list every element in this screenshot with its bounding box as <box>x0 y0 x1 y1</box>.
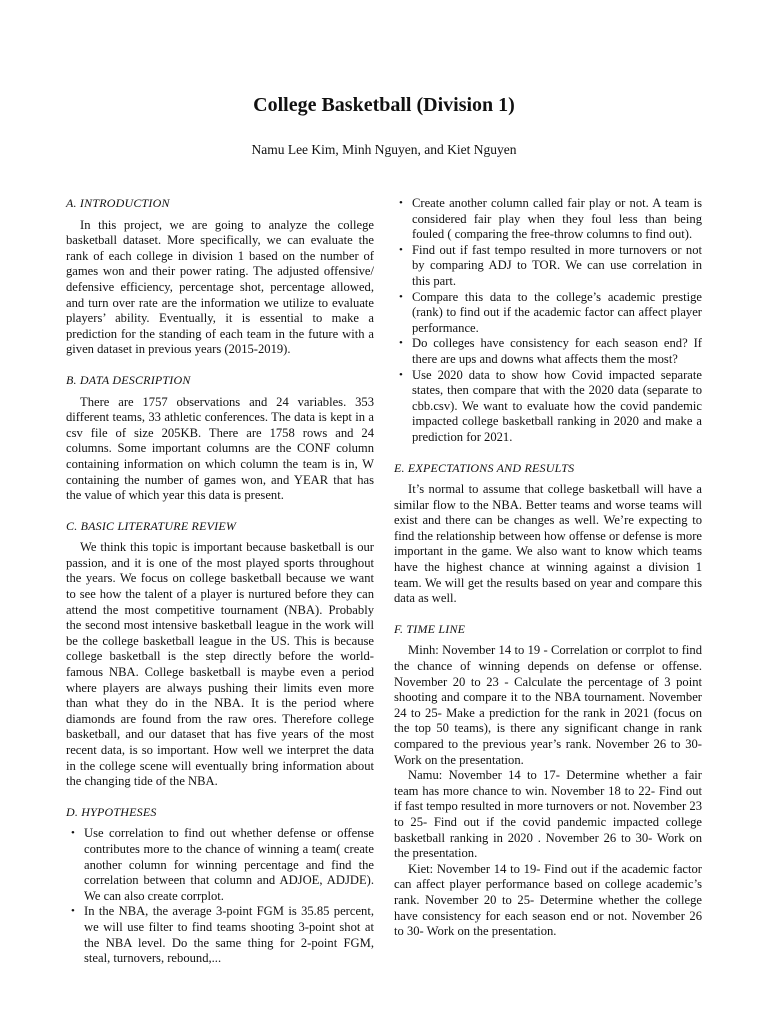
literature-review-paragraph: We think this topic is important because basketball is our passion, and it is one of the most played sports throughout the years. We focus on college basketball because we want to see how the talent of a player is nurtured before they can attend the most competitive tournament (NBA). Probably the second most intensive basketball league in the work will be the college basketball league in the US. This is because college basketball is the step directly before the world-famous NBA. College basketball is maybe even a period where players are always pushing their limits even more than what they do in the NBA. It is the period where diamonds are found from the raw ores. Therefore college basketball, and our dataset that has five years of the most recent data, is so important. How well we interpret the data in the college scene will eventually bring information about the changing tide of the NBA. <box>66 540 374 789</box>
hypothesis-text: Use 2020 data to show how Covid impacted separate states, then compare that with the 2020 data (separate to cbb.csv). We want to evaluate how the covid pandemic impacted college basketball ranking in 2020 and make a prediction for 2021. <box>412 367 702 444</box>
hypothesis-text: Create another column called fair play or not. A team is considered fair play when they foul less than being fouled ( comparing the free-throw columns to find out). <box>412 196 702 242</box>
hypothesis-item <box>394 368 702 446</box>
hypotheses-list <box>66 826 374 966</box>
timeline-paragraph-minh: Minh: November 14 to 19 - Correlation or corrplot to find the chance of winning depends on defense or offense. November 20 to 23 - Calculate the percentage of 3 point shooting and compare it to the NBA tournament. November 24 to 25- Make a prediction for the rank in 2021 (focus on the top 50 teams), is there any significant change in rank compared to the previous year’s rank. November 26 to 30- Work on the presentation. <box>394 643 702 767</box>
section-introduction <box>66 196 374 358</box>
timeline-paragraph-kiet: Kiet: November 14 to 19- Find out if the academic factor can affect player performance based on college academic’s rank. November 20 to 25- Determine whether the college have consistency for each season end or not. November 26 to 30- Work on the presentation. <box>394 861 702 939</box>
section-heading-expectations: E. EXPECTATIONS AND RESULTS <box>394 460 575 475</box>
bullet-icon: • <box>71 827 75 840</box>
bullet-icon: • <box>399 290 403 303</box>
section-timeline <box>394 622 702 940</box>
expectations-paragraph: It’s normal to assume that college basketball will have a similar flow to the NBA. Better teams and worse teams will exist and there can be changes as well. We’re expecting to find the relationship between how offense or defense is more important in the game. We also want to know which teams have the highest chance at winning against a division 1 team. We will get the results based on year and compare this data as well. <box>394 482 702 606</box>
hypothesis-item <box>394 290 702 337</box>
hypothesis-text: Find out if fast tempo resulted in more turnovers or not by comparing ADJ to TOR. We can use correlation in this part. <box>412 242 702 288</box>
paper-title: College Basketball (Division 1) <box>253 94 515 116</box>
bullet-icon: • <box>399 368 403 381</box>
section-heading-literature-review: C. BASIC LITERATURE REVIEW <box>66 518 237 533</box>
hypothesis-item <box>66 904 374 966</box>
section-hypotheses-continued <box>394 196 702 446</box>
section-heading-introduction: A. INTRODUCTION <box>66 196 170 210</box>
section-data-description <box>66 373 374 504</box>
section-heading-hypotheses: D. HYPOTHESES <box>66 804 157 819</box>
hypothesis-text: Do colleges have consistency for each season end? If there are ups and downs what affects them the most? <box>412 336 702 366</box>
hypothesis-item <box>394 243 702 290</box>
data-description-paragraph: There are 1757 observations and 24 variables. 353 different teams, 33 athletic conferences. The data is kept in a csv file of size 205KB. There are 1758 rows and 24 columns. Some important columns are the CONF column containing information on which column the team is in, W containing the number of games won, and YEAR that has the value of which year this data is present. <box>66 394 374 503</box>
bullet-icon: • <box>399 337 403 350</box>
left-column <box>66 196 374 982</box>
bullet-icon: • <box>399 197 403 209</box>
introduction-paragraph: In this project, we are going to analyze the college basketball dataset. More specifically, we can evaluate the rank of each college in division 1 based on the number of games won and their power rating. The adjusted offensive/ defensive efficiency, percentage shot, percentage allowed, and turn over rate are the information we utilize to evaluate players’ ability. Eventually, it is essential to make a prediction for the standing of each team in the future with a given dataset in previous years (2015-2019). <box>66 217 374 357</box>
section-expectations <box>394 461 702 607</box>
hypothesis-item <box>66 826 374 904</box>
section-heading-timeline: F. TIME LINE <box>394 621 466 636</box>
hypothesis-item <box>394 336 702 367</box>
section-literature-review <box>66 519 374 790</box>
hypothesis-text: In the NBA, the average 3-point FGM is 35.85 percent, we will use filter to find teams shooting 3-point shot at the NBA level. Do the same thing for 2-point FGM, steal, turnovers, rebound,... <box>84 904 374 966</box>
bullet-icon: • <box>399 243 403 256</box>
timeline-paragraph-namu: Namu: November 14 to 17- Determine whether a fair team has more chance to win. November 18 to 22- Find out if fast tempo resulted in more turnovers or not. November 23 to 25- Find out if the covid pandemic impacted college basketball ranking in 2020 . November 26 to 30- Work on the presentation. <box>394 768 702 861</box>
author-list: Namu Lee Kim, Minh Nguyen, and Kiet Nguyen <box>251 142 517 157</box>
hypothesis-text: Use correlation to find out whether defense or offense contributes more to the chance of winning a team( create another column for winning percentage and find the correlation between that column and ADJOE, ADJDE). We can also create corrplot. <box>84 826 374 903</box>
right-column <box>394 196 702 955</box>
section-hypotheses <box>66 805 374 967</box>
bullet-icon: • <box>71 905 75 918</box>
hypothesis-text: Compare this data to the college’s academic prestige (rank) to find out if the academic factor can affect player performance. <box>412 289 702 335</box>
hypothesis-item <box>394 196 702 243</box>
hypotheses-list-continued <box>394 196 702 446</box>
section-heading-data-description: B. DATA DESCRIPTION <box>66 372 191 387</box>
